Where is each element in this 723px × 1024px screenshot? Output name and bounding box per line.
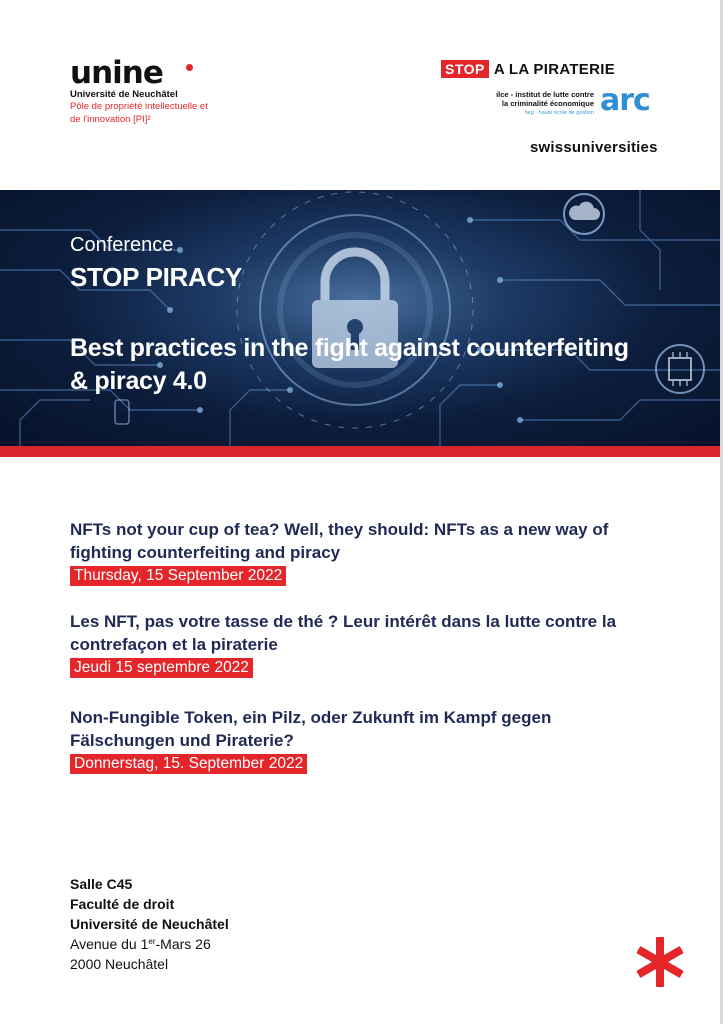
street-pre: Avenue du 1 <box>70 936 149 952</box>
cloud-icon <box>564 194 604 234</box>
session-title: Non-Fungible Token, ein Pilz, oder Zukunft im Kampf gegen Fälschungen und Piraterie? <box>70 708 552 750</box>
session-french <box>70 610 630 678</box>
phone-icon <box>115 400 129 424</box>
venue-city: 2000 Neuchâtel <box>70 956 169 972</box>
unine-university-name: Université de Neuchâtel <box>70 89 178 100</box>
unine-pole-name: Pôle de propriété intellectuelle et de l'innovation [PI]² <box>70 101 208 125</box>
stop-text: A LA PIRATERIE <box>493 60 616 78</box>
street-post: -Mars 26 <box>155 936 211 952</box>
conference-banner <box>0 190 720 446</box>
session-english <box>70 518 630 586</box>
venue-university: Université de Neuchâtel <box>70 916 229 932</box>
street-sup: er <box>148 937 156 946</box>
circuit-background <box>0 190 720 446</box>
unine-wordmark: unine <box>70 55 163 91</box>
conference-label: Conference <box>70 234 174 256</box>
session-title: Les NFT, pas votre tasse de thé ? Leur intérêt dans la lutte contre la contrefaçon et la piraterie <box>70 612 617 654</box>
conference-title: STOP PIRACY <box>70 262 243 292</box>
unine-logo <box>70 55 163 91</box>
stop-box: STOP <box>441 60 489 78</box>
banner-red-line <box>0 446 720 457</box>
session-date-badge: Thursday, 15 September 2022 <box>70 566 286 586</box>
chip-icon <box>656 345 704 393</box>
ilce-text: ilce - institut de lutte contre la criminalité économique <box>496 90 594 108</box>
session-date-badge: Jeudi 15 septembre 2022 <box>70 658 253 678</box>
arc-logo: arc <box>600 83 650 118</box>
stop-piraterie-logo <box>441 60 615 78</box>
ilce-subtext: heg · haute école de gestion <box>524 110 594 116</box>
session-german <box>70 706 630 774</box>
venue-faculty: Faculté de droit <box>70 896 175 912</box>
session-title: NFTs not your cup of tea? Well, they should: NFTs as a new way of fighting counterfeiting and piracy <box>70 520 609 562</box>
unine-dot <box>186 64 193 71</box>
session-date-badge: Donnerstag, 15. September 2022 <box>70 754 307 774</box>
venue-room: Salle C45 <box>70 876 133 892</box>
swissuniversities-logo: swissuniversities <box>530 139 658 156</box>
conference-subtitle: Best practices in the fight against counterfeiting & piracy 4.0 <box>70 334 629 395</box>
venue-street <box>70 934 229 954</box>
asterisk-icon <box>634 936 686 988</box>
venue-address <box>70 874 229 974</box>
